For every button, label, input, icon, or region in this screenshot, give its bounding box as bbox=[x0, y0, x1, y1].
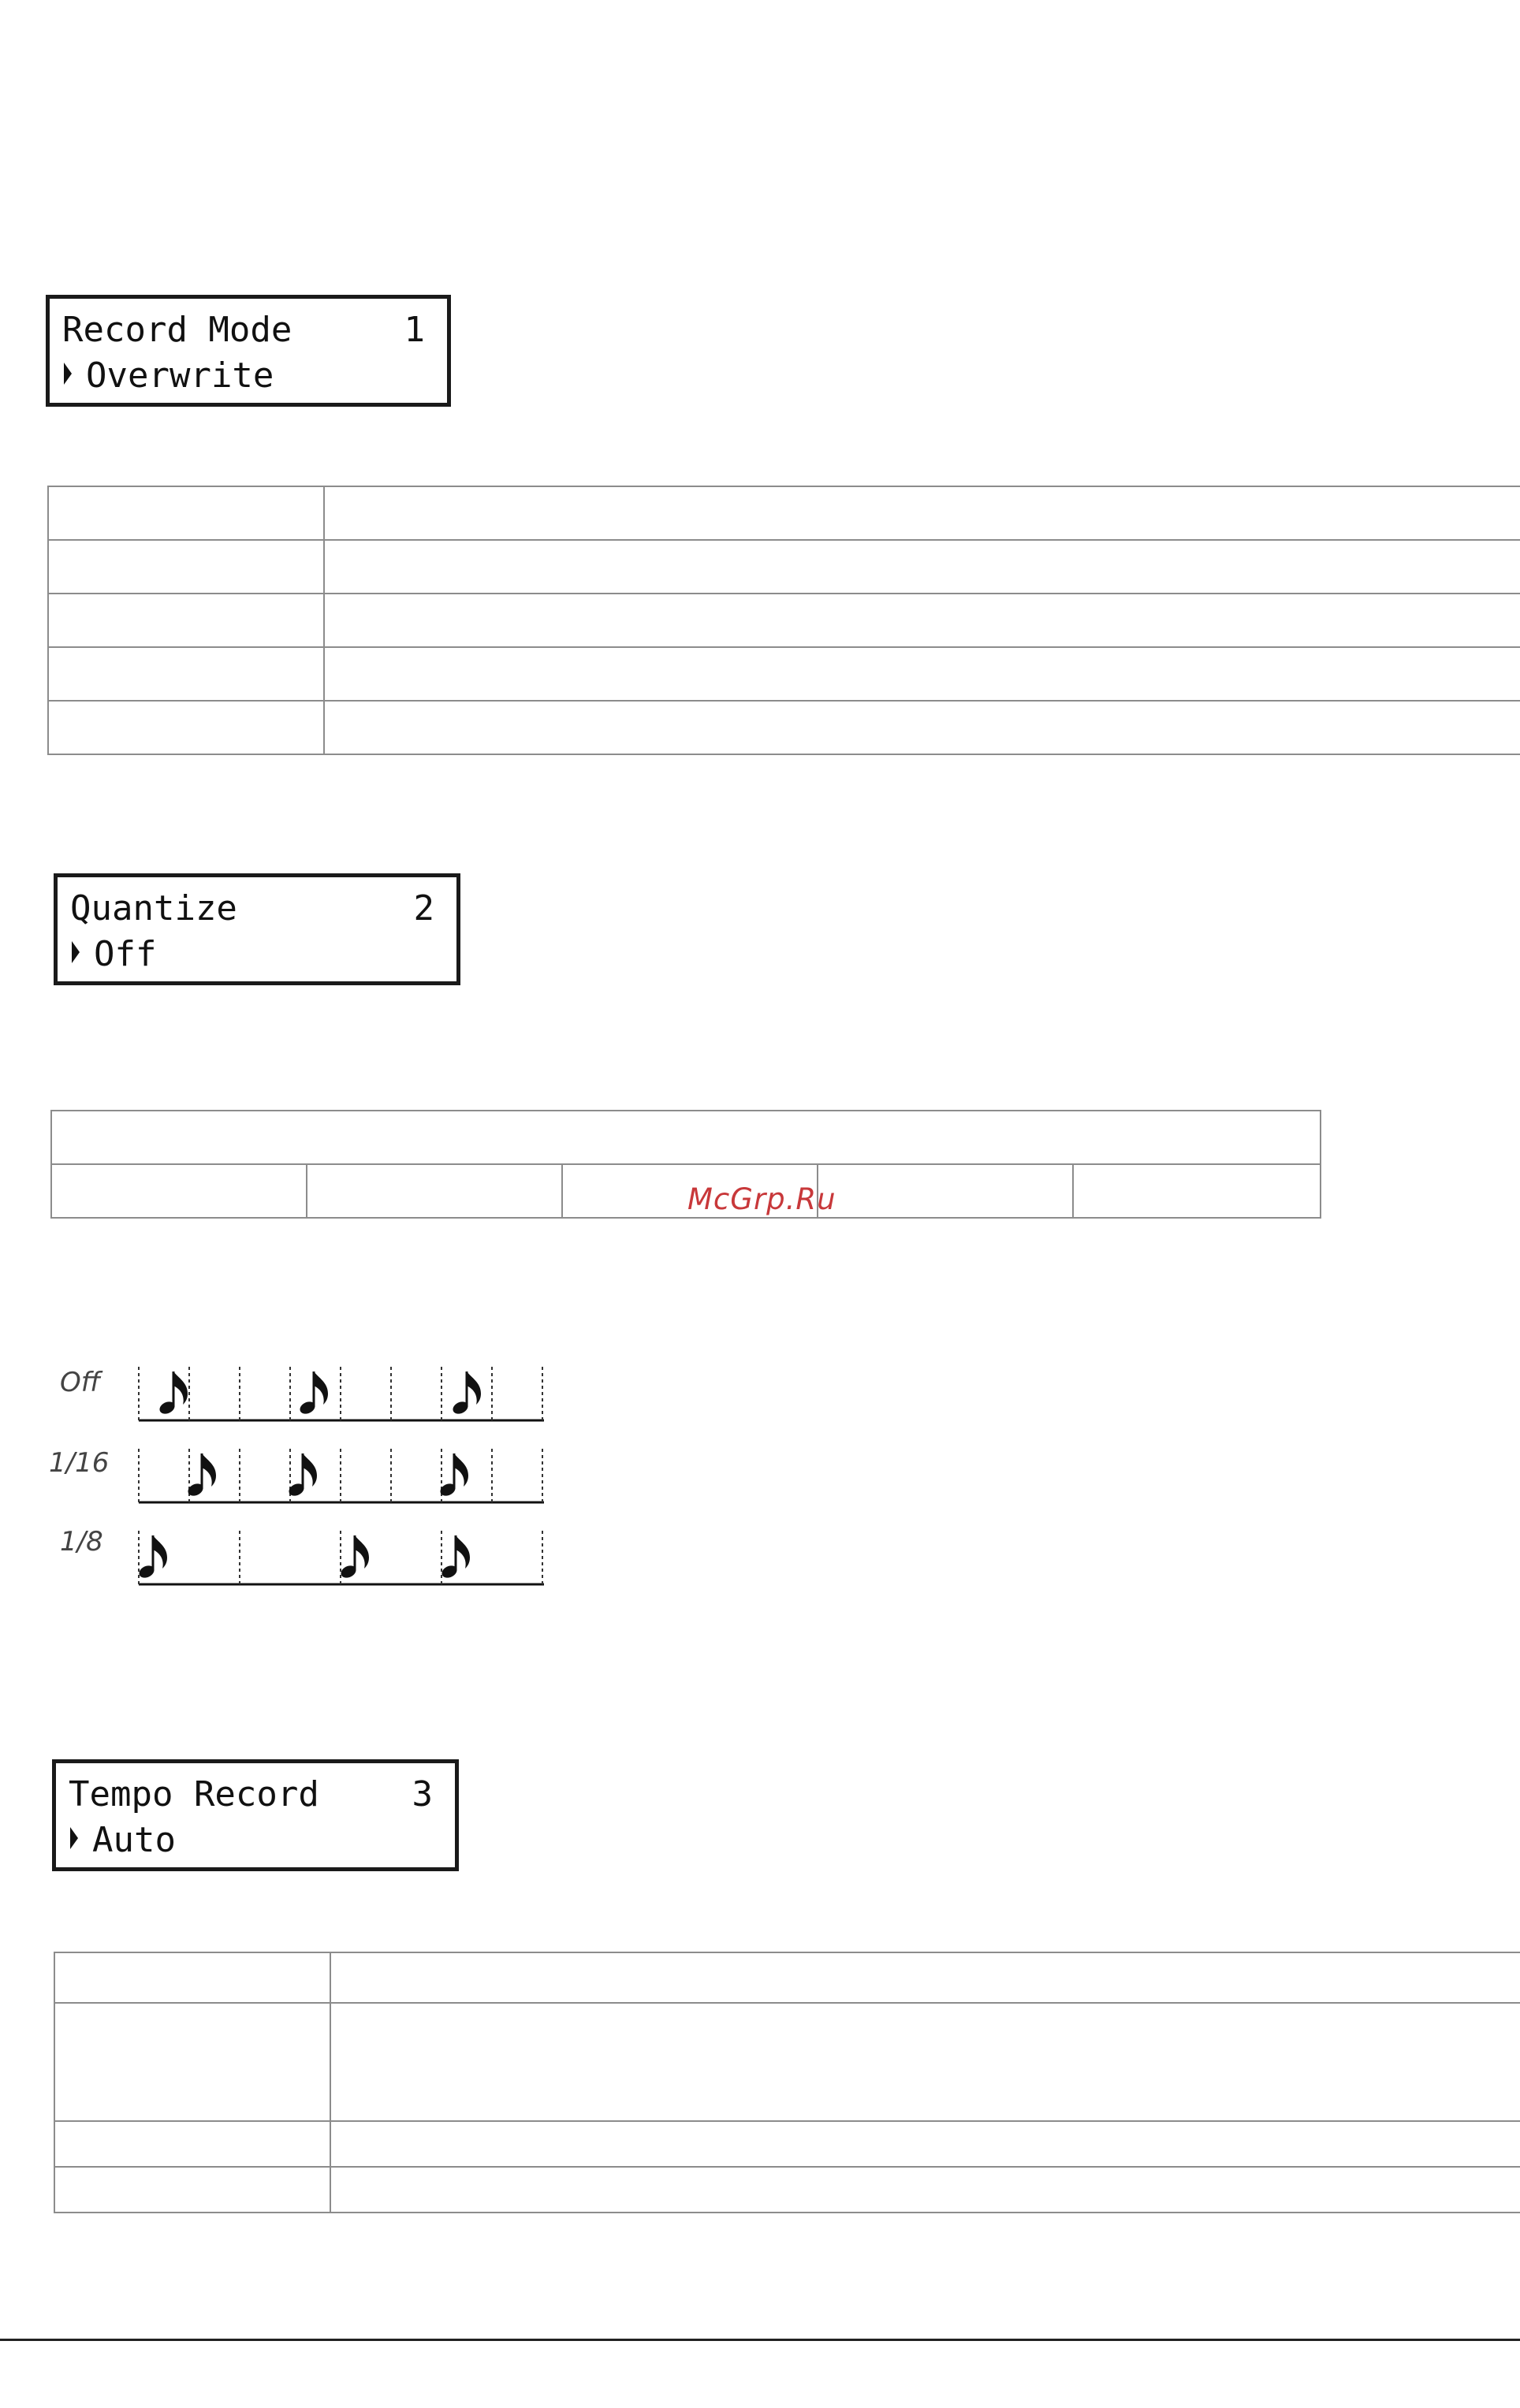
display-number: 3 bbox=[412, 1774, 433, 1814]
display-number: 1 bbox=[404, 310, 425, 350]
eighth-note-icon bbox=[137, 1535, 167, 1580]
table-cell bbox=[1073, 1164, 1321, 1218]
display-value: Overwrite bbox=[86, 355, 274, 396]
quantize-row-label: 1/8 bbox=[60, 1526, 103, 1558]
table-cell bbox=[51, 1111, 1321, 1164]
table-cell bbox=[48, 701, 324, 754]
table-cell bbox=[324, 701, 1520, 754]
record-mode-table bbox=[47, 486, 1520, 755]
eighth-note-icon bbox=[158, 1371, 188, 1416]
table-cell bbox=[54, 1952, 330, 2003]
table-cell bbox=[54, 2121, 330, 2167]
quantize-display bbox=[54, 873, 460, 985]
eighth-note-icon bbox=[287, 1453, 317, 1498]
table-cell bbox=[48, 594, 324, 647]
quantize-diagram bbox=[126, 1356, 568, 1592]
footer-rule bbox=[0, 2339, 1520, 2341]
table-cell bbox=[330, 2003, 1520, 2121]
watermark: McGrp.Ru bbox=[687, 1182, 836, 1216]
cursor-triangle-icon bbox=[70, 939, 81, 966]
record-mode-display bbox=[46, 295, 451, 407]
display-value: Off bbox=[94, 934, 157, 974]
display-title: Tempo Record bbox=[69, 1774, 319, 1814]
quantize-row-label: 1/16 bbox=[49, 1447, 110, 1479]
eighth-note-icon bbox=[438, 1453, 468, 1498]
table-cell bbox=[330, 1952, 1520, 2003]
quantize-row-1-16 bbox=[139, 1449, 544, 1502]
table-cell bbox=[51, 1164, 307, 1218]
table-cell bbox=[330, 2121, 1520, 2167]
quantize-row-1-8 bbox=[137, 1531, 544, 1584]
tempo-record-display bbox=[52, 1759, 459, 1871]
table-cell bbox=[54, 2003, 330, 2121]
eighth-note-icon bbox=[440, 1535, 470, 1580]
display-title: Quantize bbox=[70, 888, 237, 929]
table-cell bbox=[48, 647, 324, 701]
quantize-row-label: Off bbox=[60, 1367, 101, 1398]
quantize-table bbox=[50, 1110, 1321, 1219]
quantize-row-off bbox=[139, 1367, 544, 1420]
eighth-note-icon bbox=[186, 1453, 216, 1498]
eighth-note-icon bbox=[298, 1371, 328, 1416]
table-cell bbox=[324, 486, 1520, 540]
table-cell bbox=[48, 486, 324, 540]
display-number: 2 bbox=[413, 888, 434, 929]
table-cell bbox=[324, 647, 1520, 701]
table-cell bbox=[48, 540, 324, 594]
table-cell bbox=[54, 2167, 330, 2213]
table-cell bbox=[324, 594, 1520, 647]
eighth-note-icon bbox=[451, 1371, 481, 1416]
table-cell bbox=[307, 1164, 562, 1218]
cursor-triangle-icon bbox=[62, 360, 73, 387]
table-cell bbox=[324, 540, 1520, 594]
display-value: Auto bbox=[92, 1820, 176, 1860]
eighth-note-icon bbox=[339, 1535, 369, 1580]
table-cell bbox=[818, 1164, 1073, 1218]
tempo-record-table bbox=[54, 1952, 1520, 2213]
cursor-triangle-icon bbox=[69, 1825, 80, 1852]
display-title: Record Mode bbox=[62, 310, 292, 350]
table-cell bbox=[330, 2167, 1520, 2213]
